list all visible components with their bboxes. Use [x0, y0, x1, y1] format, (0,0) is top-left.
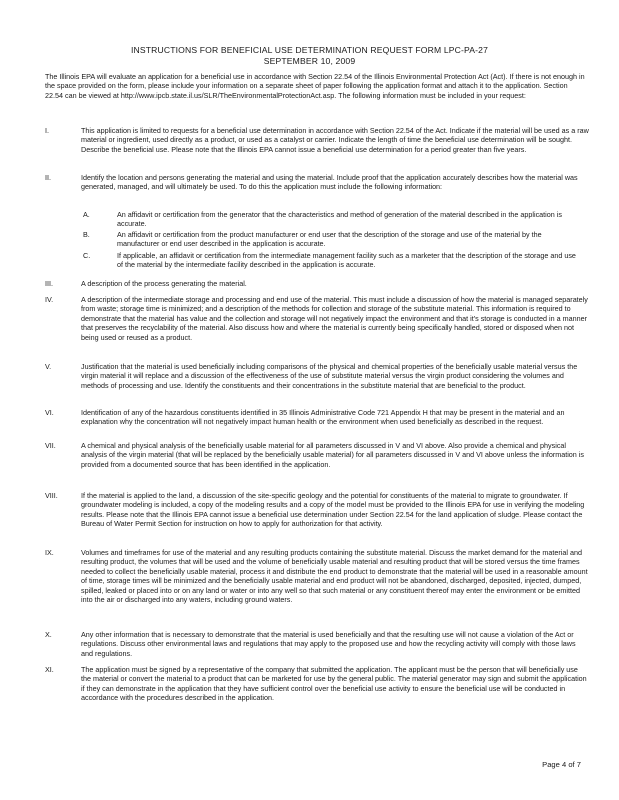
list-item [45, 295, 590, 342]
item-text: Any other information that is necessary to demonstrate that the material is used beneficially and that the resulting use will not cause a violation of the Act or regulations. Discuss other environmental laws and regulations that may apply to the proposed use and how the recycling activity will comply with those laws and regulations. [81, 630, 576, 658]
item-number: XI. [45, 665, 54, 674]
item-number: IV. [45, 295, 54, 304]
document-title: INSTRUCTIONS FOR BENEFICIAL USE DETERMINATION REQUEST FORM LPC-PA-27 [130, 45, 488, 55]
document-date: SEPTEMBER 10, 2009 [263, 56, 356, 66]
sub-item-letter: C. [83, 251, 91, 260]
list-item [45, 408, 590, 427]
item-number: IX. [45, 548, 54, 557]
list-item [45, 279, 590, 288]
item-text: The application must be signed by a representative of the company that submitted the application. The applicant must be the person that will beneficially use the material or convert the material to a product that can be marketed for use by the general public. The material generator may sign and submit the application if they can demonstrate in the application that they have sufficient control over the beneficial use activity to ensure the beneficial use will be conducted in accordance with the procedures described in the application. [81, 665, 587, 703]
item-text: A chemical and physical analysis of the beneficially usable material for all parameters discussed in V and VI above. Also provide a chemical and physical analysis of the virgin material (that will be replaced by the beneficially usable material) for all parameters discussed in V and VI above unless the information is provided from a documented source that has been identified in the application. [81, 441, 584, 469]
sub-item-text: If applicable, an affidavit or certification from the intermediate management facility such as a marketer that the description of the storage and use of the material by the intermediate facility described in the application is accurate. [117, 251, 576, 270]
item-text: A description of the process generating the material. [81, 279, 247, 288]
item-text: Identify the location and persons generating the material and using the material. Include proof that the application accurately describes how the material was generated, managed, and will ultimately be used. To do this the application must include the following information: [81, 173, 578, 192]
sub-item-letter: A. [83, 210, 90, 219]
item-text: Volumes and timeframes for use of the material and any resulting products containing the substitute material. Discuss the market demand for the material and resulting product, the volumes that will be used and the volume of beneficially usable material and resulting product that will be stored versus the time frames needed to collect the beneficially usable material, process it and distribute the end product to demonstrate that the material will be used in a reasonable amount of time, storage times will be minimized and the beneficially usable material and end product will not be abandoned, discharged, deposited, injected, dumped, spilled, leaked or placed into or on any land or water or into any well so that such material or any constituent thereof may enter the environment or be emitted into the air or discharged into any waters, including ground waters. [81, 548, 588, 605]
item-number: VII. [45, 441, 56, 450]
sub-item [83, 210, 583, 229]
list-item [45, 126, 590, 154]
list-item [45, 362, 590, 390]
item-number: III. [45, 279, 53, 288]
sub-item [83, 251, 583, 270]
sub-item [83, 230, 583, 249]
item-number: X. [45, 630, 52, 639]
intro-paragraph: The Illinois EPA will evaluate an application for a beneficial use in accordance with Section 22.54 of the Illinois Environmental Protection Act (Act). If there is not enough in the space provided on the form, please include your information on a separate sheet of paper following the application format and attach it to the application. Section 22.54 can be viewed at http://www.ipcb.state.il.us/SLR/TheEnvironmentalProtectionAct.asp. The following information must be included in your request: [45, 72, 585, 100]
sub-item-letter: B. [83, 230, 90, 239]
list-item [45, 630, 590, 658]
item-text: This application is limited to requests for a beneficial use determination in accordance with Section 22.54 of the Act. Indicate if the material will be used as a raw material or ingredient, used directly as a product, or used as a catalyst or carrier. Indicate the length of time the beneficial use determination will be sought. Describe the beneficial use. Please note that the Illinois EPA cannot issue a beneficial use determination for a period greater than five years. [81, 126, 589, 154]
sub-item-text: An affidavit or certification from the product manufacturer or end user that the description of the storage and use of the material by the manufacturer or end user described in the application is accurate. [117, 230, 542, 249]
item-text: Justification that the material is used beneficially including comparisons of the physical and chemical properties of the beneficially usable material versus the virgin material it will replace and a discussion of the effectiveness of the use of substitute material versus the virgin product considering the volumes and methods of processing and use. Identify the constituents and their concentrations in the substitute material that are beneficial to the product. [81, 362, 578, 390]
item-text: If the material is applied to the land, a discussion of the site-specific geology and the potential for constituents of the material to migrate to groundwater. If groundwater modeling is included, a copy of the modeling results and a copy of the model must be provided to the Illinois EPA for use in verifying the modeling results. Please note that the Illinois EPA cannot issue a beneficial use determination under Section 22.54 for the land application of sludge. Please contact the Bureau of Water Permit Section for instruction on how to apply for authorization for that activity. [81, 491, 585, 529]
item-text: A description of the intermediate storage and processing and end use of the material. This must include a discussion of how the material is managed separately from waste; storage time is minimized; and a description of the methods for collection and storage of the substitute material. This information is required to demonstrate that the material has value and the collection and storage will not negatively impact the environment and that it's storage is conducted in a manner that preserves the recyclability of the material. Also discuss how and where the material is currently being specifically handled, stored or disposed when not being used or reused as a product. [81, 295, 588, 342]
page-number: Page 4 of 7 [542, 760, 581, 769]
list-item [45, 491, 590, 529]
item-text: Identification of any of the hazardous constituents identified in 35 Illinois Administrative Code 721 Appendix H that may be present in the material and an explanation why the concentration will not negatively impact human health or the environment when used beneficially as described in the request. [81, 408, 565, 427]
item-number: VI. [45, 408, 54, 417]
sub-item-text: An affidavit or certification from the generator that the characteristics and method of generation of the material described in the application is accurate. [117, 210, 562, 229]
list-item [45, 548, 590, 604]
item-number: I. [45, 126, 49, 135]
list-item [45, 173, 590, 192]
item-number: V. [45, 362, 52, 371]
list-item [45, 665, 590, 703]
item-number: VIII. [45, 491, 58, 500]
item-number: II. [45, 173, 51, 182]
list-item [45, 441, 590, 469]
